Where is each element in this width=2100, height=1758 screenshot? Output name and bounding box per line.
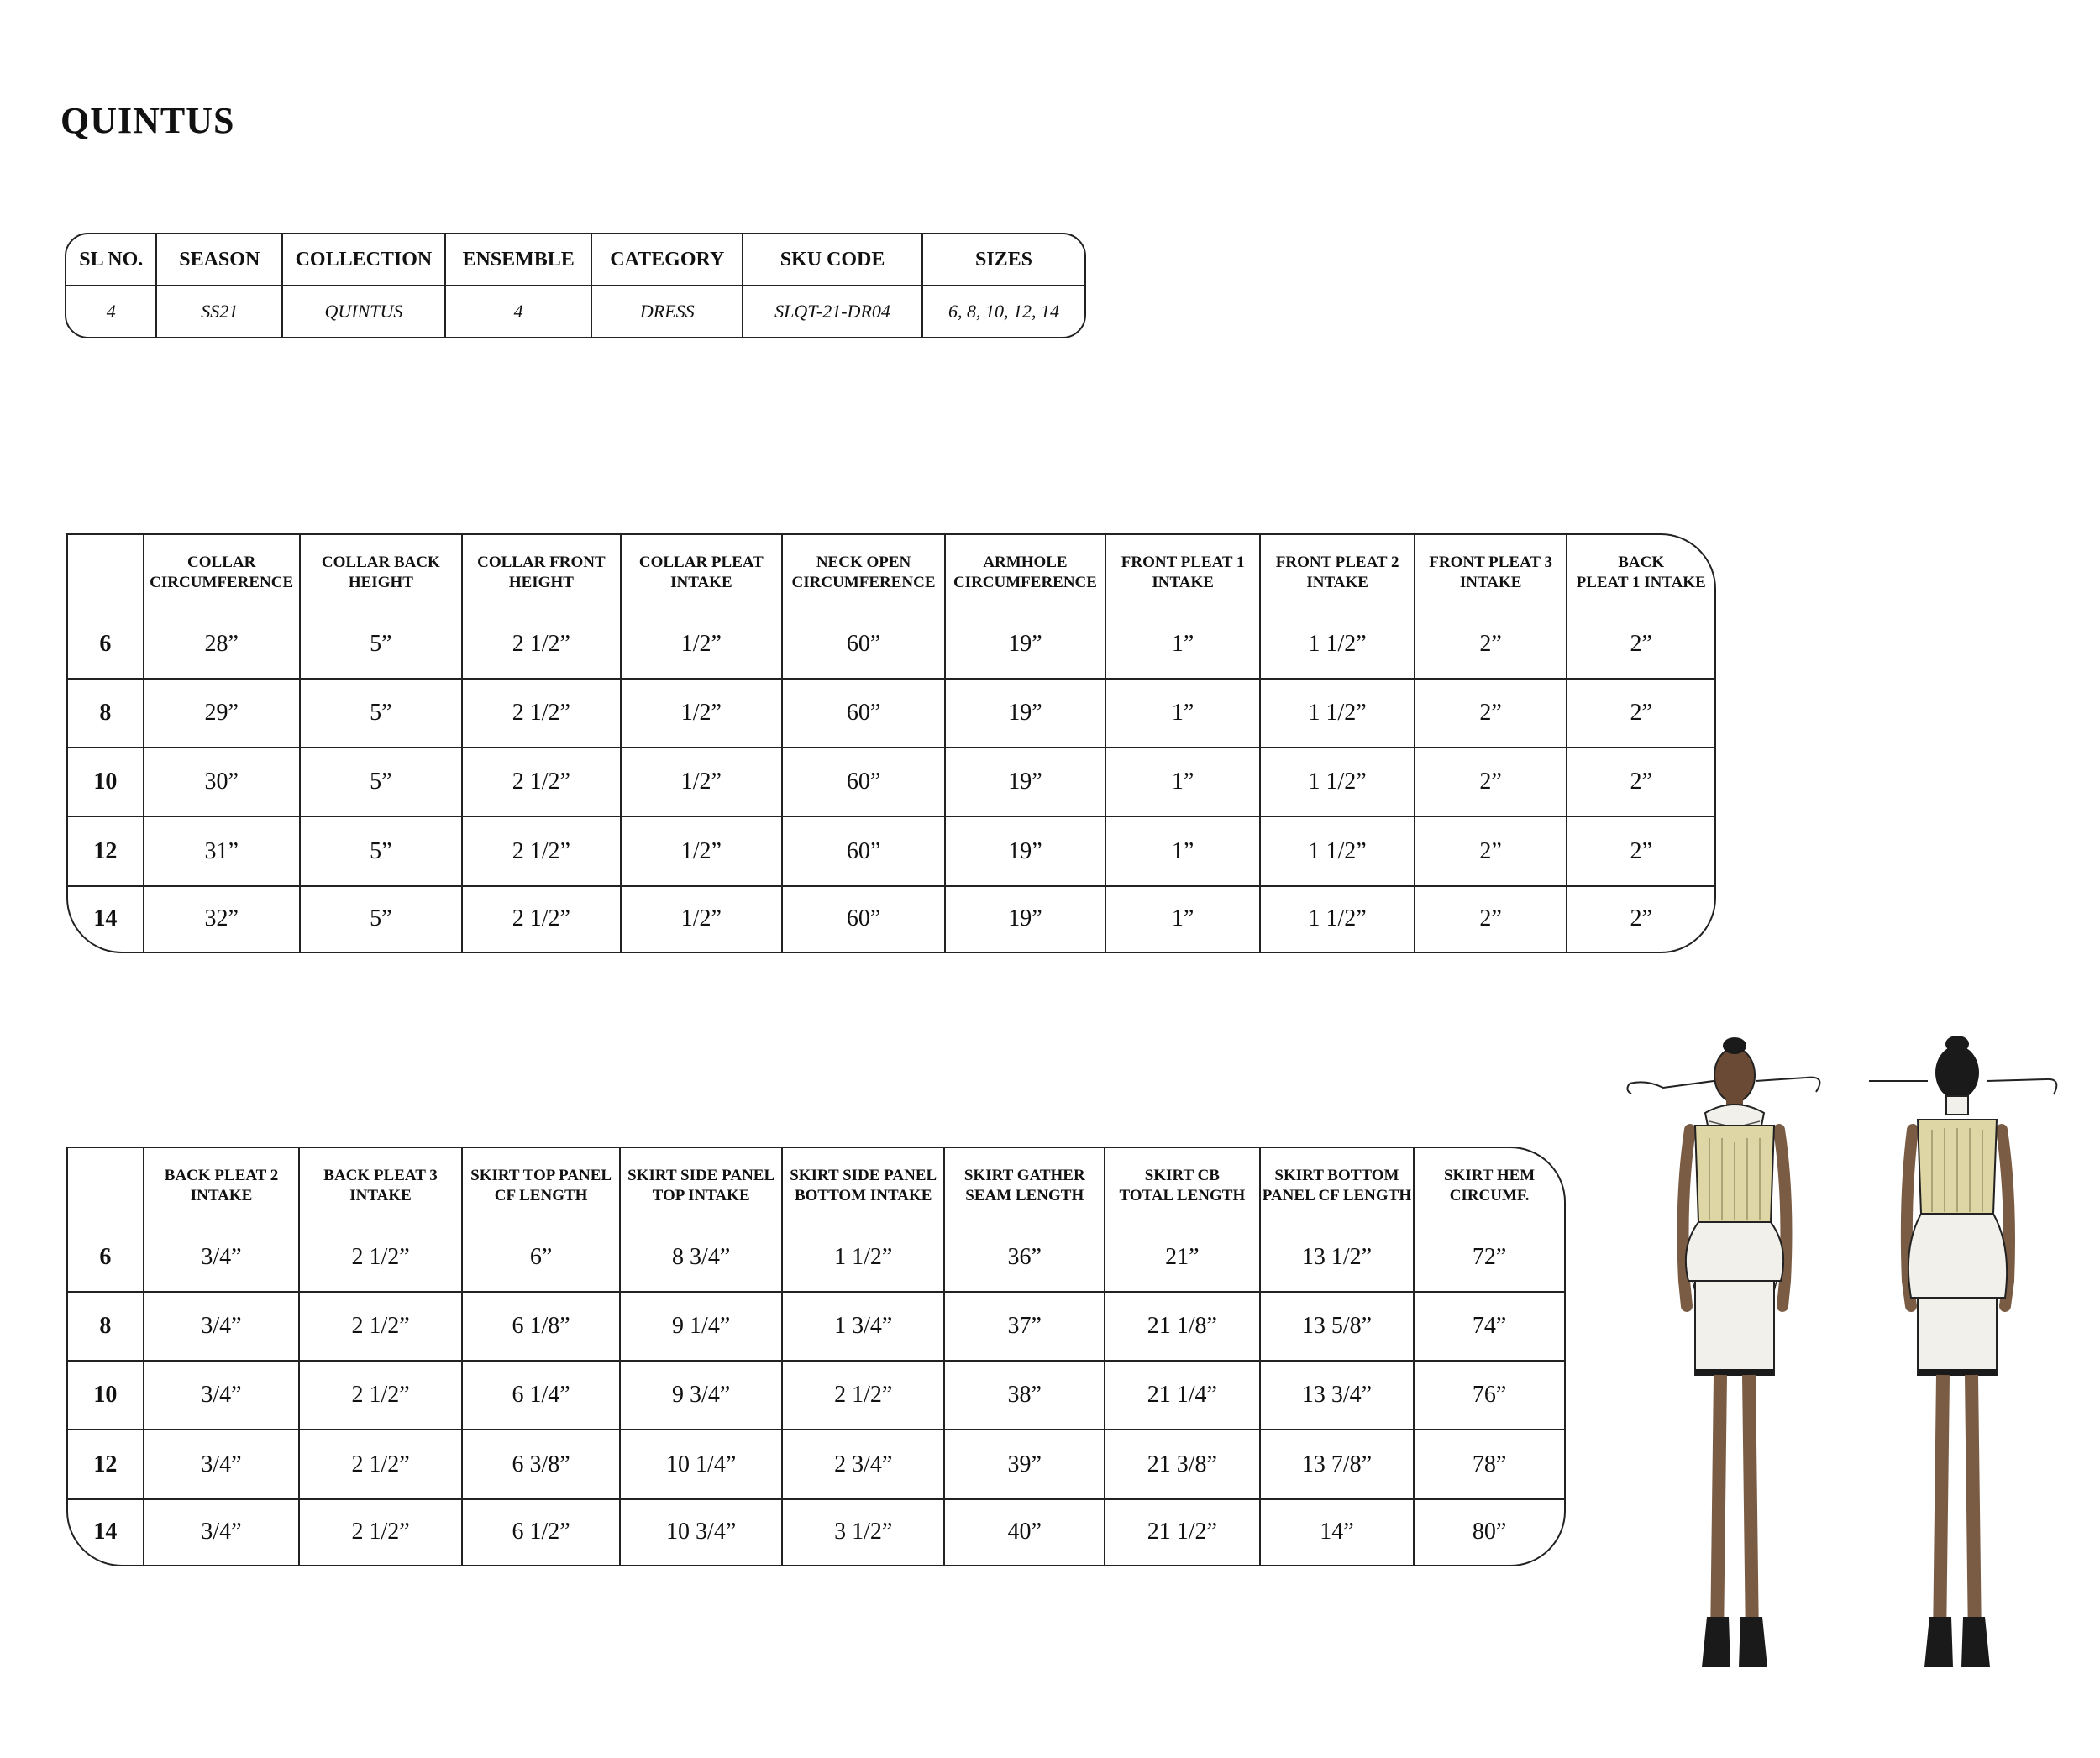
info-header: COLLECTION [283,234,446,286]
table-row [68,1362,1564,1430]
column-header-line: BACK [1618,554,1665,571]
column-header-line: FRONT PLEAT 3 [1429,554,1552,571]
measurement-cell: 19” [946,680,1106,748]
info-value: DRESS [592,286,743,337]
info-header: SKU CODE [743,234,923,286]
info-header: CATEGORY [592,234,743,286]
measurement-cell: 5” [301,611,463,680]
measurement-cell: 2 1/2” [463,611,622,680]
measurement-cell: 2 3/4” [783,1430,946,1499]
info-value: SS21 [157,286,283,337]
measurement-cell: 31” [144,817,301,886]
measurement-cell: 60” [783,817,946,886]
dress-back-view-illustration [1852,1029,2079,1676]
measurement-cell: 2 1/2” [300,1500,463,1565]
measurement-cell: 1/2” [622,887,783,952]
measurement-cell: 5” [301,748,463,817]
measurement-cell: 40” [945,1500,1105,1565]
measurement-cell: 2 1/2” [463,680,622,748]
size-label: 12 [68,1430,144,1499]
measurement-cell: 1” [1106,887,1261,952]
measurement-cell: 1/2” [622,611,783,680]
measurement-table-1 [66,533,1716,953]
column-header-line: SKIRT CB [1144,1167,1220,1184]
column-header-line: HEIGHT [348,574,413,591]
table-row [68,1430,1564,1499]
measurement-cell: 9 1/4” [621,1293,783,1362]
column-header [783,1148,946,1224]
measurement-cell: 13 5/8” [1261,1293,1415,1362]
measurement-cell: 2” [1415,817,1568,886]
column-header-line: CIRCUMFERENCE [791,574,936,591]
measurement-cell: 6 1/2” [463,1500,622,1565]
column-header-line: INTAKE [670,574,732,591]
measurement-cell: 1 1/2” [1261,611,1415,680]
column-header-line: CIRCUMF. [1449,1187,1530,1204]
measurement-cell: 3/4” [144,1293,301,1362]
column-header [144,1148,301,1224]
measurement-cell: 28” [144,611,301,680]
column-header [622,535,783,611]
column-header-line: PLEAT 1 INTAKE [1576,574,1706,591]
column-header-line: CF LENGTH [494,1187,588,1204]
measurement-cell: 2” [1630,905,1652,932]
info-header-row [66,234,1084,286]
measurement-cell: 2” [1567,680,1714,748]
info-value: QUINTUS [283,286,446,337]
column-header [1106,535,1261,611]
measurement-cell: 21 1/4” [1105,1362,1261,1430]
column-header-line: INTAKE [1306,574,1368,591]
measurement-cell: 2” [1415,611,1568,680]
column-header-line: INTAKE [1459,574,1522,591]
measurement-cell: 38” [945,1362,1105,1430]
column-header-line: CIRCUMFERENCE [953,574,1097,591]
measurement-cell: 1 1/2” [1261,748,1415,817]
measurement-cell: 5” [301,680,463,748]
product-info-table [65,233,1086,338]
measurement-cell: 5” [301,887,463,952]
column-header [1105,1148,1261,1224]
measurement-cell: 2 1/2” [300,1224,463,1293]
column-header [1567,535,1714,611]
info-header: ENSEMBLE [446,234,593,286]
column-header [300,1148,463,1224]
column-header-line: FRONT PLEAT 1 [1121,554,1245,571]
size-label: 10 [68,1362,144,1430]
measurement-cell: 21 1/8” [1105,1293,1261,1362]
measurement-cell: 2 1/2” [300,1430,463,1499]
measurement-cell: 6 1/8” [463,1293,622,1362]
column-header-line: SKIRT SIDE PANEL [627,1167,775,1184]
table-row [68,748,1714,817]
column-header-line: TOTAL LENGTH [1119,1187,1246,1204]
column-header-line: COLLAR FRONT [477,554,606,571]
measurement-cell: 29” [144,680,301,748]
measurement-cell: 2 1/2” [463,748,622,817]
corner-cell [68,1148,144,1224]
column-header [783,535,946,611]
table-header-row [68,535,1714,611]
info-value-row [66,286,1084,337]
measurement-cell: 1” [1106,611,1261,680]
measurement-cell: 6 1/4” [463,1362,622,1430]
column-header [1415,1148,1564,1224]
column-header [463,535,622,611]
measurement-cell: 1” [1106,817,1261,886]
measurement-cell: 13 1/2” [1261,1224,1415,1293]
measurement-cell: 1/2” [622,748,783,817]
measurement-cell: 2 1/2” [463,817,622,886]
column-header-line: COLLAR [187,554,256,571]
column-header-line: SKIRT SIDE PANEL [790,1167,937,1184]
measurement-cell: 2 1/2” [300,1362,463,1430]
measurement-cell: 39” [945,1430,1105,1499]
info-value: SLQT-21-DR04 [743,286,923,337]
info-value: 6, 8, 10, 12, 14 [948,301,1059,322]
column-header-line: BACK PLEAT 2 [164,1167,279,1184]
measurement-cell: 1” [1106,680,1261,748]
measurement-cell: 2” [1567,748,1714,817]
measurement-cell: 21 1/2” [1105,1500,1261,1565]
measurement-cell: 3/4” [144,1500,301,1565]
column-header-line: SKIRT GATHER [963,1167,1085,1184]
table-row [68,1224,1564,1293]
size-label: 14 [68,887,144,952]
column-header-line: INTAKE [190,1187,253,1204]
measurement-cell: 19” [946,817,1106,886]
measurement-cell: 60” [783,748,946,817]
info-header: SL NO. [66,234,157,286]
measurement-cell: 60” [783,887,946,952]
measurement-cell: 3/4” [144,1224,301,1293]
measurement-cell: 3/4” [144,1362,301,1430]
measurement-cell: 37” [945,1293,1105,1362]
measurement-cell: 9 3/4” [621,1362,783,1430]
info-value: 4 [446,286,593,337]
column-header-line: BACK PLEAT 3 [323,1167,438,1184]
measurement-cell: 2 1/2” [463,887,622,952]
measurement-cell: 2” [1567,611,1714,680]
info-header: SIZES [923,234,1084,286]
size-label: 6 [68,1224,144,1293]
measurement-cell: 19” [946,611,1106,680]
measurement-cell: 2” [1415,748,1568,817]
measurement-cell: 74” [1415,1293,1564,1362]
column-header-line: INTAKE [349,1187,412,1204]
measurement-cell: 3 1/2” [783,1500,946,1565]
measurement-cell: 32” [144,887,301,952]
column-header-line: CIRCUMFERENCE [150,574,294,591]
column-header-line: COLLAR BACK [321,554,440,571]
size-label: 10 [68,748,144,817]
column-header-line: NECK OPEN [816,554,911,571]
table-row [68,1500,1564,1565]
column-header-line: COLLAR PLEAT [638,554,764,571]
size-label: 8 [68,1293,144,1362]
column-header [1261,1148,1415,1224]
column-header-line: SEAM LENGTH [965,1187,1084,1204]
column-header-line: SKIRT HEM [1443,1167,1536,1184]
column-header [144,535,301,611]
measurement-cell: 76” [1415,1362,1564,1430]
measurement-cell: 21” [1105,1224,1261,1293]
column-header-line: ARMHOLE [983,554,1068,571]
table-header-row [68,1148,1564,1224]
info-header: SEASON [157,234,283,286]
table-row [68,611,1714,680]
column-header-line: SKIRT BOTTOM [1274,1167,1399,1184]
dress-front-view-illustration [1621,1029,1848,1676]
measurement-cell: 2 1/2” [783,1362,946,1430]
measurement-cell: 1 3/4” [783,1293,946,1362]
measurement-cell: 2” [1567,817,1714,886]
measurement-cell: 19” [946,887,1106,952]
measurement-cell: 1/2” [622,680,783,748]
column-header [621,1148,783,1224]
measurement-cell: 1” [1106,748,1261,817]
measurement-cell: 13 7/8” [1261,1430,1415,1499]
measurement-cell: 14” [1261,1500,1415,1565]
size-label: 14 [68,1500,144,1565]
table-row [68,1293,1564,1362]
column-header-line: PANEL CF LENGTH [1262,1187,1412,1204]
measurement-cell: 1 1/2” [1261,887,1415,952]
measurement-cell: 60” [783,611,946,680]
table-row [68,817,1714,886]
measurement-cell: 10 3/4” [621,1500,783,1565]
column-header-line: FRONT PLEAT 2 [1275,554,1399,571]
column-header [945,1148,1105,1224]
measurement-cell: 13 3/4” [1261,1362,1415,1430]
measurement-cell: 30” [144,748,301,817]
column-header-line: SKIRT TOP PANEL [470,1167,612,1184]
measurement-cell: 2” [1415,887,1568,952]
column-header-line: TOP INTAKE [652,1187,750,1204]
measurement-cell: 72” [1415,1224,1564,1293]
measurement-cell: 5” [301,817,463,886]
size-label: 6 [68,611,144,680]
measurement-cell: 19” [946,748,1106,817]
column-header [1415,535,1568,611]
table-row [68,887,1714,952]
measurement-cell: 78” [1415,1430,1564,1499]
measurement-cell: 6” [463,1224,622,1293]
measurement-cell: 2 1/2” [300,1293,463,1362]
column-header [1261,535,1415,611]
page-title: QUINTUS [60,100,235,141]
measurement-cell: 36” [945,1224,1105,1293]
measurement-table-2 [66,1147,1566,1566]
table-row [68,680,1714,748]
measurement-cell: 1/2” [622,817,783,886]
measurement-cell: 21 3/8” [1105,1430,1261,1499]
column-header [946,535,1106,611]
measurement-cell: 1 1/2” [1261,817,1415,886]
column-header-line: INTAKE [1152,574,1214,591]
measurement-cell: 3/4” [144,1430,301,1499]
measurement-cell: 80” [1472,1519,1507,1545]
info-value: 4 [66,286,157,337]
column-header [301,535,463,611]
size-label: 12 [68,817,144,886]
measurement-cell: 10 1/4” [621,1430,783,1499]
measurement-cell: 6 3/8” [463,1430,622,1499]
measurement-cell: 2” [1415,680,1568,748]
measurement-cell: 60” [783,680,946,748]
column-header-line: BOTTOM INTAKE [794,1187,932,1204]
column-header [463,1148,622,1224]
corner-cell [68,535,144,611]
measurement-cell: 1 1/2” [783,1224,946,1293]
measurement-cell: 1 1/2” [1261,680,1415,748]
size-label: 8 [68,680,144,748]
measurement-cell: 8 3/4” [621,1224,783,1293]
column-header-line: HEIGHT [508,574,574,591]
